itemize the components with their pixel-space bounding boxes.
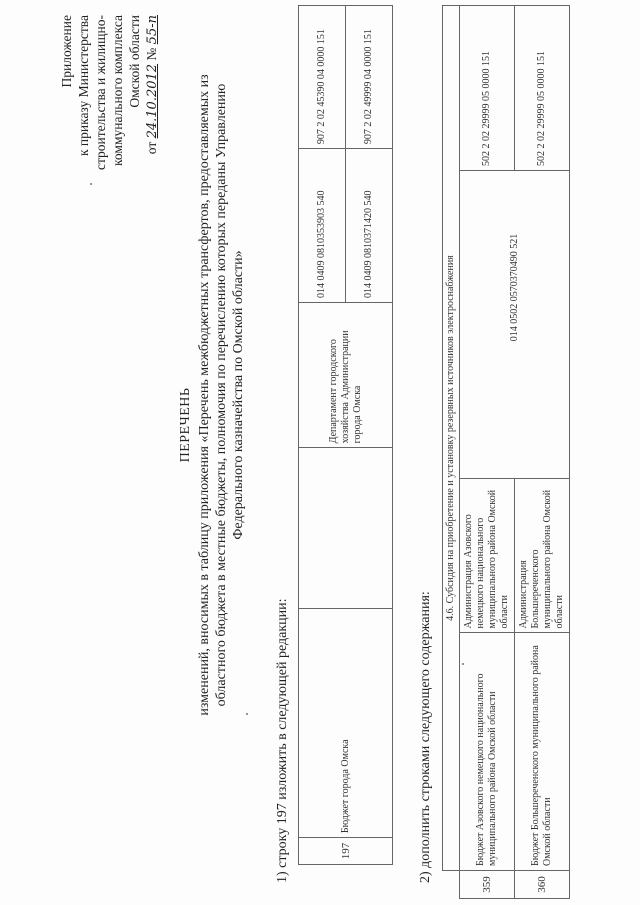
annex-line: Приложение bbox=[59, 15, 74, 88]
annex-line: строительства и жилищно- bbox=[93, 15, 108, 170]
table-row bbox=[299, 6, 346, 865]
handwritten-date: 24.10.2012 bbox=[145, 63, 160, 139]
table-row-197 bbox=[298, 5, 393, 865]
scan-speck bbox=[90, 183, 92, 185]
annex-line: Омской области bbox=[127, 15, 142, 108]
page-title: ПЕРЕЧЕНЬ bbox=[178, 387, 193, 463]
kbk-expense: 014 0502 0570370490 521 bbox=[460, 170, 570, 345]
scan-speck bbox=[462, 663, 464, 665]
admin-name: Администрация Большереченского муниципального района Омской области bbox=[515, 478, 570, 633]
annex-date-line bbox=[143, 15, 161, 175]
row-number: 197 bbox=[299, 838, 393, 865]
row-number: 359 bbox=[460, 871, 515, 899]
annex-line: к приказу Министерства bbox=[76, 15, 91, 157]
kbk-income: 502 2 02 29999 05 0000 151 bbox=[460, 6, 515, 171]
cell-empty bbox=[443, 871, 460, 899]
document-subtitle: изменений, вносимых в таблицу приложения «Перечень межбюджетных трансфертов, предоставляемых из областного бюджета в местные бюджеты, полномочия по перечислению которых переданы Управлению Федерального казначейства по Омской области» bbox=[197, 74, 246, 716]
annex-line: коммунального комплекса bbox=[110, 15, 125, 166]
table-row bbox=[460, 6, 515, 899]
kbk-income: 907 2 02 49999 04 0000 151 bbox=[346, 6, 393, 149]
kbk-expense: 014 0409 0810371420 540 bbox=[346, 149, 393, 303]
table-new-rows bbox=[442, 5, 570, 899]
kbk-income: 907 2 02 45390 04 0000 151 bbox=[299, 6, 346, 149]
instruction-1: 1) строку 197 изложить в следующей редакции: bbox=[275, 598, 290, 883]
admin-name: Администрация Азовского немецкого национального муниципального района Омской области bbox=[460, 478, 515, 633]
table-section-row bbox=[443, 6, 460, 899]
budget-name: Бюджет города Омска bbox=[299, 609, 393, 838]
table-row bbox=[515, 6, 570, 899]
cell-empty bbox=[299, 448, 393, 609]
kbk-income: 502 2 02 29999 05 0000 151 bbox=[515, 6, 570, 171]
budget-name: Бюджет Азовского немецкого национального муниципального района Омской области bbox=[460, 633, 515, 871]
number-label: № bbox=[144, 47, 159, 61]
section-heading: 4.6. Субсидия на приобретение и установку резервных источников электроснабжения bbox=[443, 6, 460, 871]
annex-header bbox=[58, 15, 161, 175]
from-label: от bbox=[144, 141, 159, 155]
kbk-expense: 014 0409 0810353903 540 bbox=[299, 149, 346, 303]
budget-name: Бюджет Большереченского муниципального района Омской области bbox=[515, 633, 570, 871]
admin-name: Департамент городского хозяйства Администрации города Омска bbox=[299, 303, 393, 448]
instruction-2: 2) дополнить строками следующего содержания: bbox=[418, 591, 433, 883]
cell-empty bbox=[460, 345, 515, 478]
handwritten-number: 55-п bbox=[145, 15, 160, 45]
cell-empty bbox=[515, 345, 570, 478]
row-number: 360 bbox=[515, 871, 570, 899]
scan-speck bbox=[246, 713, 248, 715]
